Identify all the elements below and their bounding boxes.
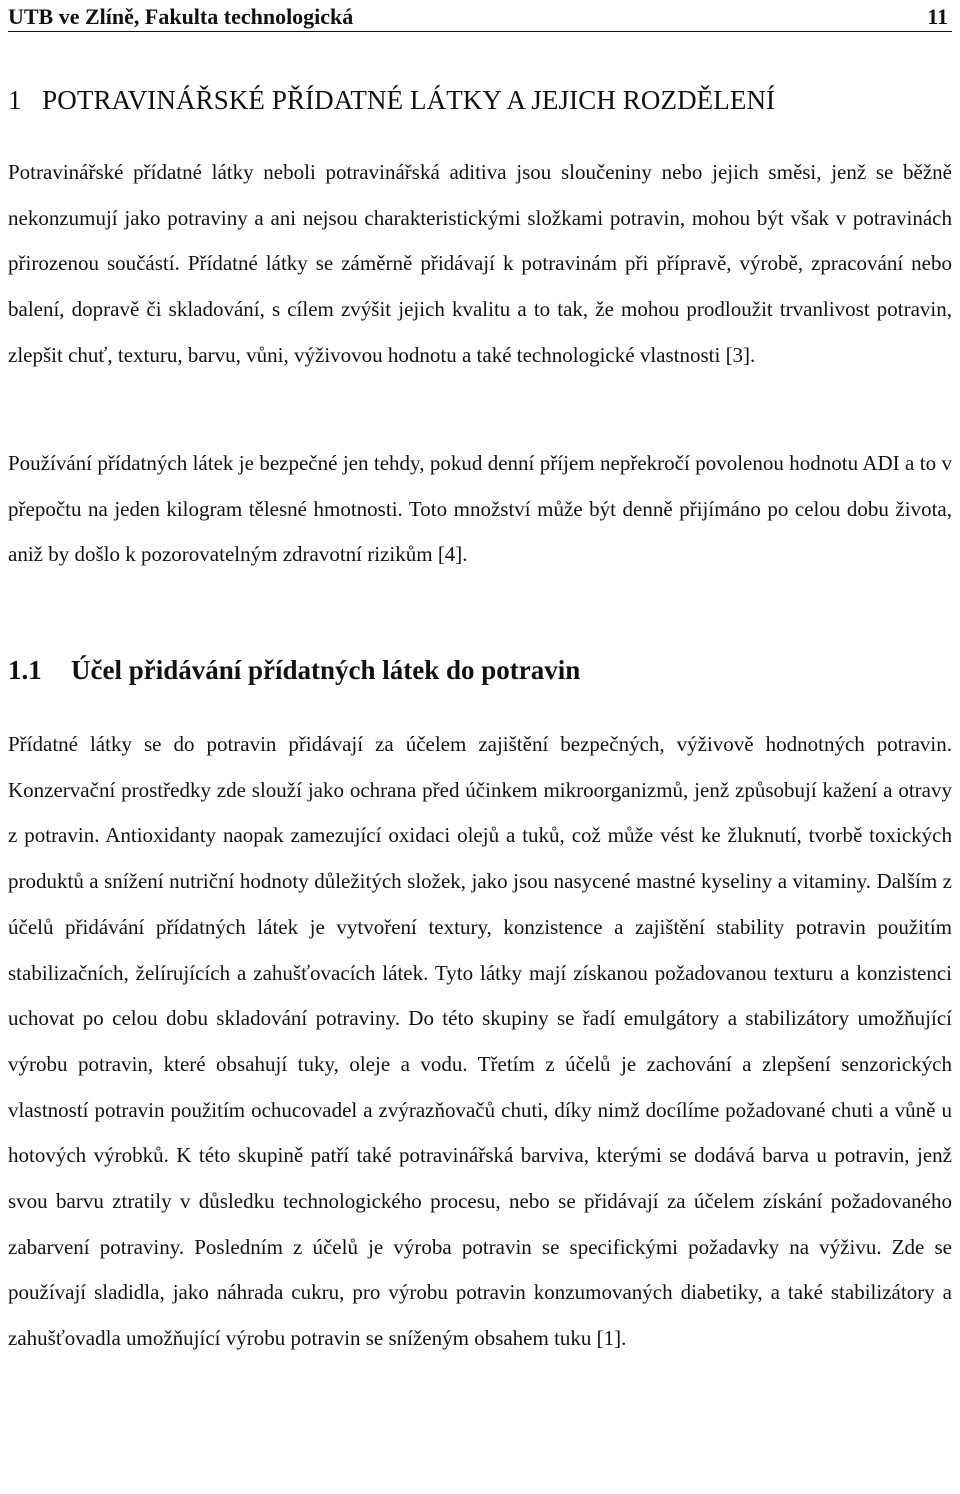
chapter-heading: [8, 82, 775, 118]
body-paragraph-1: Potravinářské přídatné látky neboli potravinářská aditiva jsou sloučeniny nebo jejich směsi, jenž se běžně nekonzumují jako potraviny a ani nejsou charakteristickými složkami potravin, mohou být však v potravinách přirozenou součástí. Přídatné látky se záměrně přidávají k potravinám při přípravě, výrobě, zpracování nebo balení, dopravě či skladování, s cílem zvýšit jejich kvalitu a to tak, že mohou prodloužit trvanlivost potravin, zlepšit chuť, texturu, barvu, vůni, výživovou hodnotu a také technologické vlastnosti [3].: [8, 160, 952, 367]
section-title: Účel přidávání přídatných látek do potravin: [71, 655, 581, 685]
header-page-number: 11: [927, 4, 948, 29]
body-paragraph-2: Používání přídatných látek je bezpečné jen tehdy, pokud denní příjem nepřekročí povolenou hodnotu ADI a to v přepočtu na jeden kilogram tělesné hmotnosti. Toto množství může být denně přijímáno po celou dobu života, aniž by došlo k pozorovatelným zdravotní rizikům [4].: [8, 451, 952, 567]
chapter-title: POTRAVINÁŘSKÉ PŘÍDATNÉ LÁTKY A JEJICH ROZDĚLENÍ: [42, 85, 776, 115]
page-header: [8, 0, 952, 32]
header-institution: UTB ve Zlíně, Fakulta technologická: [8, 4, 354, 29]
section-paragraph: Přídatné látky se do potravin přidávají za účelem zajištění bezpečných, výživově hodnotných potravin. Konzervační prostředky zde slouží jako ochrana před účinkem mikroorganizmů, jenž způsobují kažení a otravy z potravin. Antioxidanty naopak zamezující oxidaci olejů a tuků, což může vést ke žluknutí, tvorbě toxických produktů a snížení nutriční hodnoty důležitých složek, jako jsou nasycené mastné kyseliny a vitaminy. Dalším z účelů přidávání přídatných látek je vytvoření textury, konzistence a zajištění stability potravin použitím stabilizačních, želírujících a zahušťovacích látek. Tyto látky mají získanou požadovanou texturu a konzistenci uchovat po celou dobu skladování potraviny. Do této skupiny se řadí emulgátory a stabilizátory umožňující výrobu potravin, které obsahují tuky, oleje a vodu. Třetím z účelů je zachování a zlepšení senzorických vlastností potravin použitím ochucovadel a zvýrazňovačů chuti, díky nimž docílíme požadované chuti a vůně u hotových výrobků. K této skupině patří také potravinářská barviva, kterými se dodává barva u potravin, jenž svou barvu ztratily v důsledku technologického procesu, nebo se přidávají za účelem získání požadovaného zabarvení potraviny. Posledním z účelů je výroba potravin se specifickými požadavky na výživu. Zde se používají sladidla, jako náhrada cukru, pro výrobu potravin konzumovaných diabetiky, a také stabilizátory a zahušťovadla umožňující výrobu potravin se sníženým obsahem tuku [1].: [8, 732, 952, 1351]
section-number: 1.1: [8, 655, 42, 685]
section-heading: [8, 651, 580, 689]
chapter-number: 1: [8, 85, 22, 115]
